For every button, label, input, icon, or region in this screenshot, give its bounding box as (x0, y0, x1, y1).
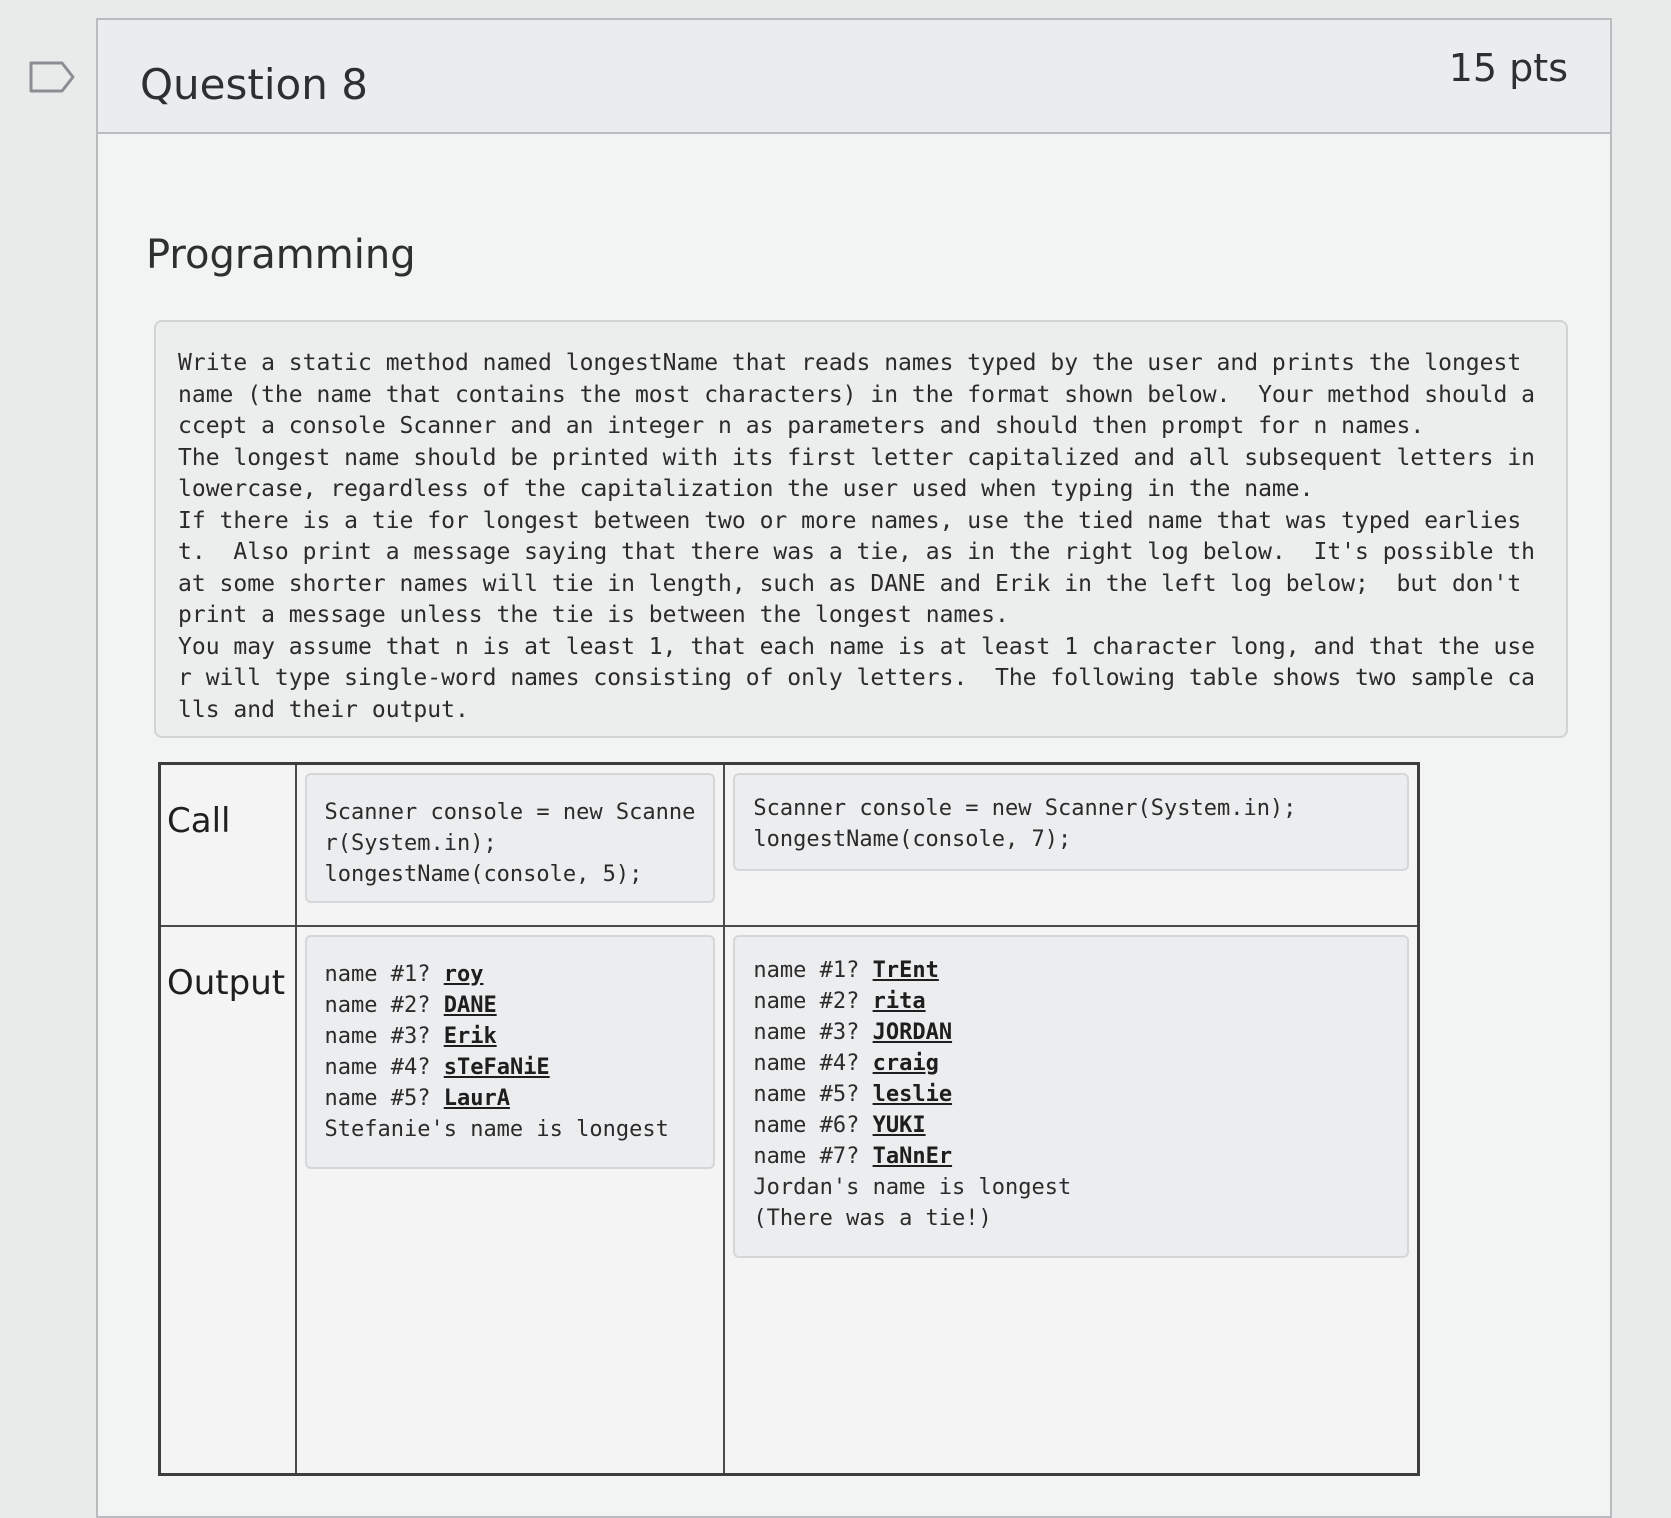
code-line: r(System.in); (324, 831, 497, 856)
code-line: longestName(console, 5); (324, 862, 643, 887)
log-line (753, 1048, 1389, 1079)
code-line: longestName(console, 7); (753, 827, 1072, 852)
log-result: Stefanie's name is longest (324, 1116, 669, 1142)
log-prompt: name #1? (324, 961, 444, 987)
log-line (325, 1021, 696, 1052)
bookmark-flag-icon[interactable] (28, 60, 76, 94)
output-right-log (733, 935, 1409, 1258)
row-label-call: Call (160, 764, 296, 926)
log-result: Jordan's name is longest (753, 1174, 1072, 1200)
log-prompt: name #5? (753, 1081, 873, 1107)
prompt-paragraph: If there is a tie for longest between two or more names, use the tied name that was typed earliest. Also print a message saying that there was a tie, as in the right log below. It's possible that some shorter names will tie in length, such as DANE and Erik in the left log below; but don't print a message unless the tie is between the longest names. (178, 507, 1536, 628)
log-user-input: roy (443, 961, 484, 987)
table-row-call (160, 764, 1419, 926)
log-prompt: name #5? (324, 1085, 444, 1111)
code-line: Scanner console = new Scanner(System.in); (753, 796, 1297, 821)
log-prompt: name #6? (753, 1112, 873, 1138)
prompt-box (154, 320, 1568, 738)
log-prompt: name #2? (753, 988, 873, 1014)
log-line (753, 1110, 1389, 1141)
table-row-output (160, 926, 1419, 1475)
log-user-input: sTeFaNiE (443, 1054, 550, 1080)
log-user-input: DANE (443, 992, 497, 1018)
log-user-input: YUKI (872, 1112, 926, 1138)
log-prompt: name #1? (753, 957, 873, 983)
log-prompt: name #7? (753, 1143, 873, 1169)
log-user-input: Erik (443, 1023, 497, 1049)
log-prompt: name #4? (753, 1050, 873, 1076)
log-user-input: leslie (872, 1081, 953, 1107)
prompt-paragraph: Write a static method named longestName that reads names typed by the user and prints the longest name (the name that contains the most characters) in the format shown below. Your method should accept a console Scanner and an integer n as parameters and should then prompt for n names. (178, 350, 1536, 439)
log-line (325, 959, 696, 990)
log-user-input: TrEnt (872, 957, 939, 983)
question-title: Question 8 (140, 60, 368, 109)
log-user-input: rita (872, 988, 926, 1014)
log-line (325, 1083, 696, 1114)
output-left-log (305, 935, 716, 1169)
log-user-input: craig (872, 1050, 939, 1076)
section-title: Programming (146, 232, 416, 278)
log-user-input: TaNnEr (872, 1143, 953, 1169)
log-prompt: name #4? (324, 1054, 444, 1080)
sample-calls-table (158, 762, 1420, 1476)
prompt-paragraph: The longest name should be printed with its first letter capitalized and all subsequent letters in lowercase, regardless of the capitalization the user used when typing in the name. (178, 444, 1549, 502)
log-line (753, 955, 1389, 986)
log-line (753, 986, 1389, 1017)
question-points: 15 pts (1448, 46, 1568, 90)
code-line: Scanner console = new Scanne (324, 800, 696, 825)
call-left-code (305, 773, 716, 903)
question-card (96, 18, 1612, 1518)
log-prompt: name #3? (753, 1019, 873, 1045)
call-right-cell (724, 764, 1418, 926)
prompt-paragraph: You may assume that n is at least 1, that each name is at least 1 character long, and that the user will type single-word names consisting of only letters. The following table shows two sample calls and their output. (178, 633, 1536, 723)
row-label-output: Output (160, 926, 296, 1475)
log-prompt: name #2? (324, 992, 444, 1018)
log-result: (There was a tie!) (753, 1205, 992, 1231)
output-left-cell (296, 926, 725, 1475)
call-left-cell (296, 764, 725, 926)
log-line (753, 1017, 1389, 1048)
log-user-input: LaurA (443, 1085, 510, 1111)
question-header (98, 20, 1610, 134)
log-line (753, 1079, 1389, 1110)
log-user-input: JORDAN (872, 1019, 953, 1045)
log-line (325, 990, 696, 1021)
log-line (325, 1052, 696, 1083)
log-prompt: name #3? (324, 1023, 444, 1049)
log-line (753, 1141, 1389, 1172)
call-right-code (733, 773, 1409, 871)
output-right-cell (724, 926, 1418, 1475)
